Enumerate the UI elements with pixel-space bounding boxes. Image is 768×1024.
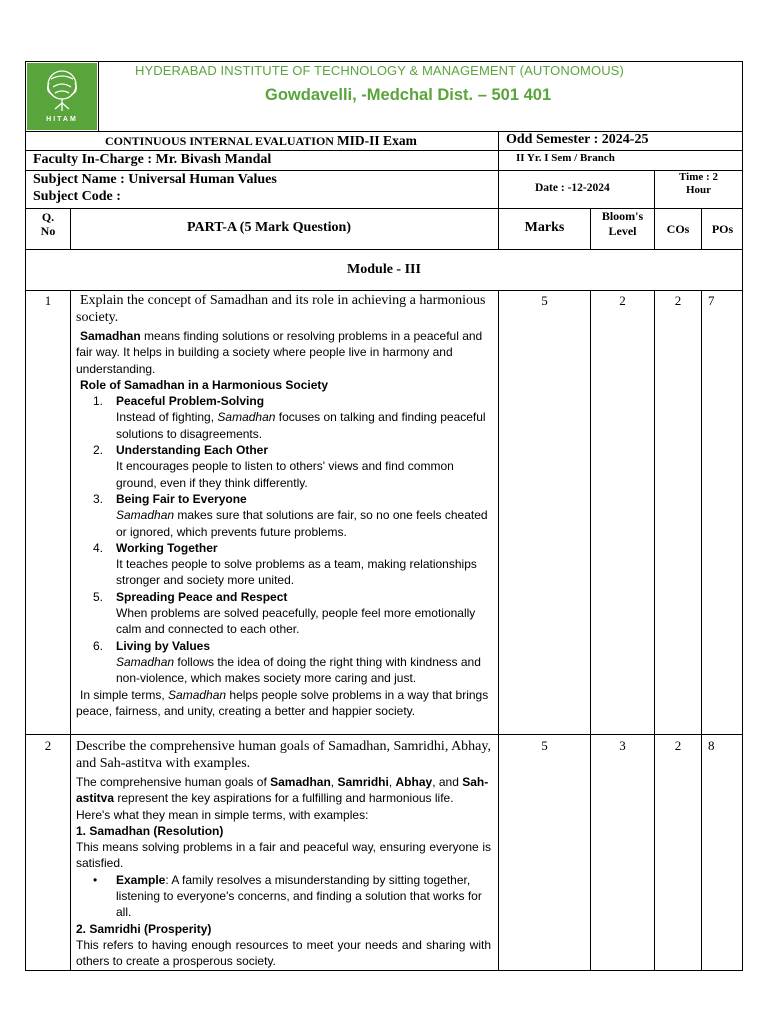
q1-marks: 5: [541, 293, 548, 308]
qno-line2: No: [40, 224, 56, 238]
rule: [25, 249, 743, 250]
item-title: Living by Values: [116, 638, 211, 653]
q1-po: 7: [708, 293, 715, 308]
year-branch: II Yr. I Sem / Branch: [516, 152, 615, 164]
rule: [98, 61, 99, 131]
marks-heading: Marks: [524, 220, 565, 235]
q1-role-heading: Role of Samadhan in a Harmonious Society: [80, 377, 329, 392]
rule: [25, 734, 743, 735]
tree-icon: [27, 63, 97, 130]
time-line1: Time : 2: [679, 171, 718, 183]
item-text: Instead of fighting, Samadhan focuses on talking and finding peaceful solutions to disagreements.: [116, 410, 486, 441]
q2-goal1-heading: 1. Samadhan (Resolution): [76, 823, 224, 838]
part-heading: PART-A (5 Mark Question): [187, 220, 352, 235]
item-title: Peaceful Problem-Solving: [116, 394, 265, 409]
rule: [654, 290, 655, 971]
q1-list: [76, 393, 494, 686]
item-title: Spreading Peace and Respect: [116, 589, 288, 604]
q1-intro: Samadhan means finding solutions or resolving problems in a peaceful and fair way. It helps in building a society where people live in harmony and understanding.: [76, 329, 483, 376]
semester: Odd Semester : 2024-25: [506, 132, 649, 147]
rule: [25, 290, 743, 291]
q1-list-item: [76, 540, 494, 589]
institute-address: Gowdavelli, -Medchal Dist. – 501 401: [265, 86, 552, 104]
q1-list-item: [76, 491, 494, 540]
faculty-in-charge: Faculty In-Charge : Mr. Bivash Mandal: [33, 152, 272, 167]
q2-answer: [76, 774, 491, 970]
logo-text: HITAM: [46, 116, 78, 123]
institute-name: HYDERABAD INSTITUTE OF TECHNOLOGY & MANAGEMENT (AUTONOMOUS): [135, 63, 624, 78]
q1-co: 2: [674, 293, 682, 308]
item-number: 3.: [93, 491, 104, 506]
q1-bloom: 2: [619, 293, 626, 308]
rule: [701, 290, 702, 971]
blooms-heading: [591, 209, 654, 238]
time-allowed: [655, 171, 742, 197]
item-text: When problems are solved peacefully, people feel more emotionally calm and connected to each other.: [116, 606, 476, 637]
pos-heading: POs: [711, 222, 734, 236]
q1-list-item: [76, 638, 494, 687]
item-text: It teaches people to solve problems as a team, making relationships stronger and society more united.: [116, 557, 477, 588]
item-text: It encourages people to listen to others' views and find common ground, even if they think differently.: [116, 459, 454, 490]
q2-number: 2: [44, 738, 52, 753]
q2-intro: The comprehensive human goals of Samadhan, Samridhi, Abhay, and Sah-astitva represent the key aspirations for a fulfilling and harmonious life. Here's what they mean in simple terms, with examples:: [76, 775, 489, 822]
qno-heading: [26, 210, 70, 238]
exam-title: [105, 133, 417, 149]
rule: [25, 150, 743, 151]
exam-name: CONTINUOUS INTERNAL EVALUATION: [105, 134, 334, 148]
item-number: 1.: [93, 394, 104, 409]
q2-po: 8: [708, 738, 715, 753]
item-title: Working Together: [116, 540, 218, 555]
item-number: 6.: [93, 638, 104, 653]
item-number: 2.: [93, 443, 104, 458]
q2-co: 2: [674, 738, 682, 753]
example-text: : A family resolves a misunderstanding by sitting together, listening to everyone's concerns, and finding a solution that works for all.: [116, 872, 482, 920]
rule: [590, 290, 591, 971]
rule: [70, 208, 71, 249]
q2-question: Describe the comprehensive human goals of Samadhan, Samridhi, Abhay, and Sah-astitva with examples.: [76, 739, 491, 771]
q1-question: Explain the concept of Samadhan and its role in achieving a harmonious society.: [76, 293, 486, 325]
q1-list-item: [76, 393, 494, 442]
subject-code: Subject Code :: [33, 189, 121, 204]
exam-date: Date : -12-2024: [535, 182, 610, 194]
module-heading: Module - III: [347, 262, 421, 277]
hitam-logo: [27, 63, 97, 130]
item-number: 4.: [93, 540, 104, 555]
q2-example-item: [76, 872, 491, 921]
rule: [498, 290, 499, 971]
qno-line1: Q.: [41, 210, 55, 224]
q2-goal1-text: This means solving problems in a fair and peaceful way, ensuring everyone is satisfied.: [76, 840, 491, 871]
q2-goal2-heading: 2. Samridhi (Prosperity): [76, 921, 212, 936]
time-line2: Hour: [685, 184, 712, 196]
rule: [25, 170, 743, 171]
q2-goal2-text: This refers to having enough resources to meet your needs and sharing with others to create a prosperous society.: [76, 937, 491, 969]
q1-list-item: [76, 442, 494, 491]
q2-marks: 5: [541, 738, 548, 753]
q1-number: 1: [44, 293, 52, 308]
item-text: Samadhan follows the idea of doing the right thing with kindness and non-violence, which makes society more caring and just.: [116, 654, 481, 686]
bullet-icon: •: [93, 872, 98, 887]
cos-heading: COs: [666, 222, 690, 236]
q2-bloom: 3: [619, 738, 626, 753]
item-number: 5.: [93, 589, 104, 604]
item-text: Samadhan makes sure that solutions are fair, so no one feels cheated or ignored, which prevents future problems.: [116, 508, 488, 539]
q1-answer: [76, 328, 494, 719]
item-title: Understanding Each Other: [116, 443, 269, 458]
exam-mid: MID-II Exam: [336, 133, 417, 148]
blooms-line1: Bloom's: [601, 209, 644, 223]
q1-conclusion: In simple terms, Samadhan helps people solve problems in a way that brings peace, fairness, and unity, creating a better and happier society.: [76, 687, 489, 718]
subject-name: Subject Name : Universal Human Values: [33, 172, 277, 187]
item-title: Being Fair to Everyone: [116, 491, 247, 506]
q1-list-item: [76, 589, 494, 638]
blooms-line2: Level: [608, 223, 637, 238]
example-label: Example: [116, 872, 166, 887]
rule: [70, 290, 71, 971]
